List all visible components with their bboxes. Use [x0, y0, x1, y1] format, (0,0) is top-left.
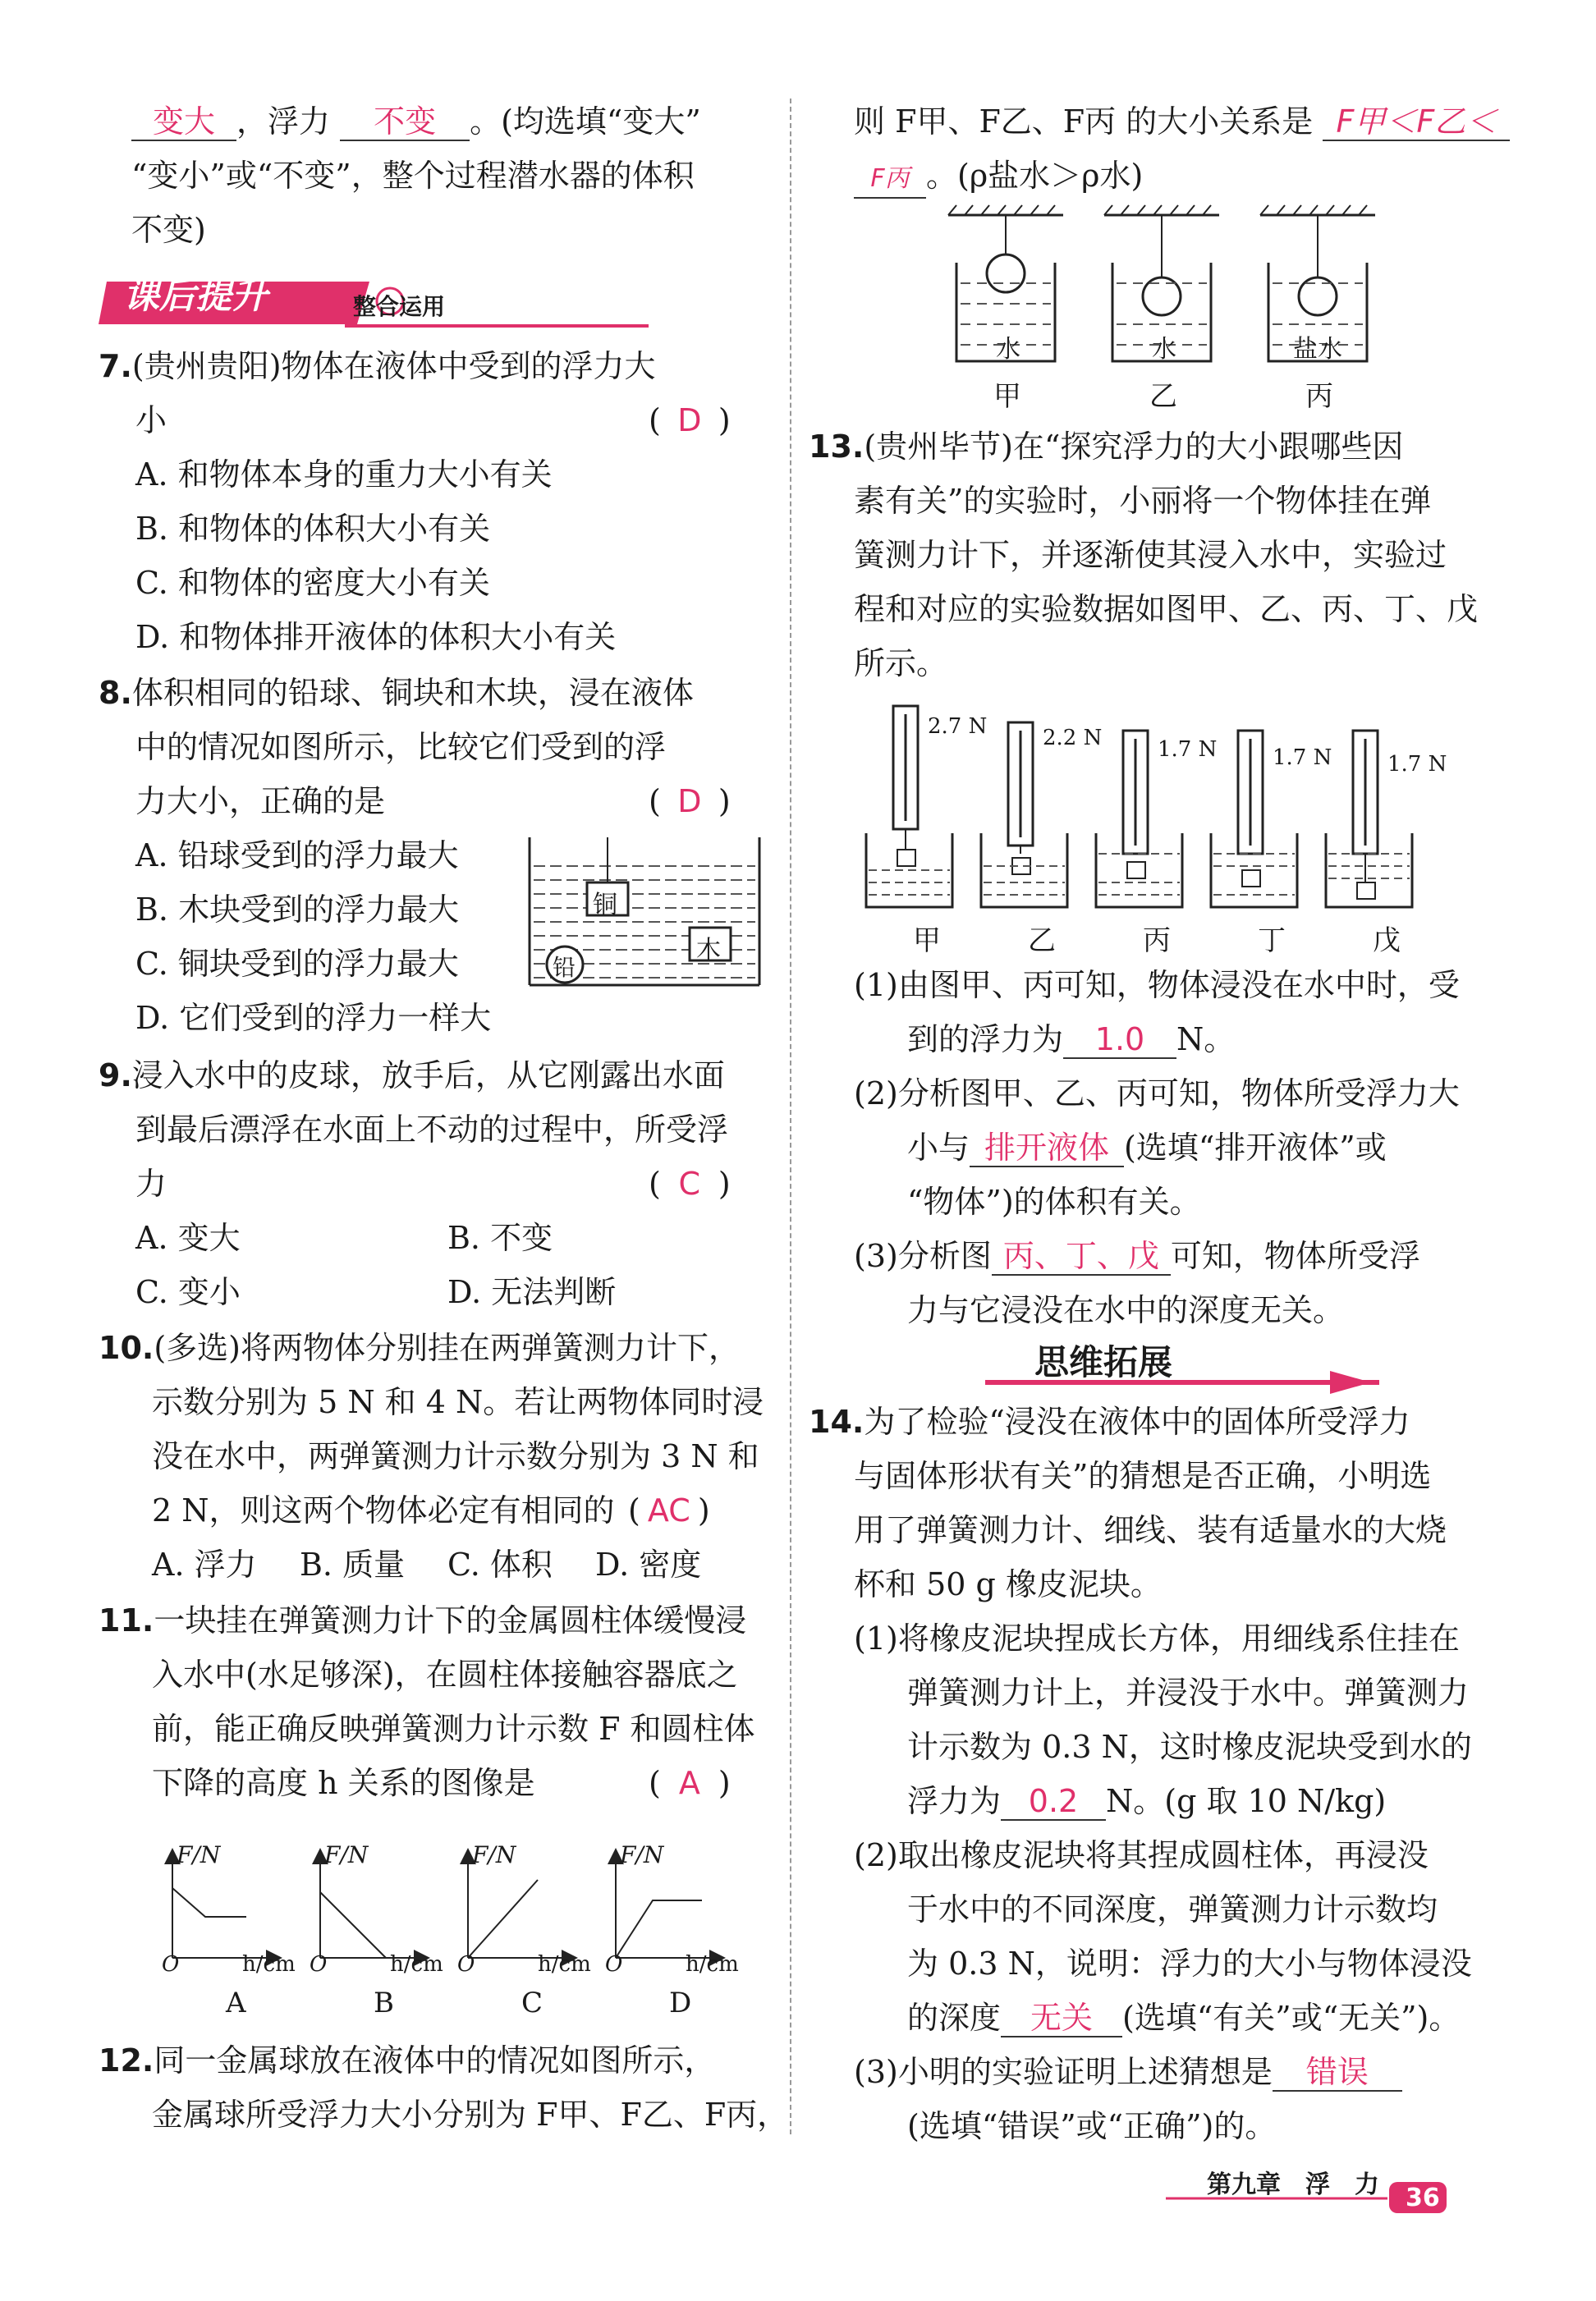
- q13-fig-name-bing: 丙: [1143, 924, 1171, 957]
- q9-option-a: A. 变大: [135, 1220, 241, 1256]
- answer-blank: 无关: [1001, 2000, 1122, 2037]
- q14-p3-b: (选填“错误”或“正确”)的。: [907, 2108, 1277, 2144]
- q14-p2-a: (2)取出橡皮泥块将其捏成圆柱体，再浸没: [854, 1837, 1429, 1873]
- graph-a-origin: O: [162, 1952, 180, 1977]
- q8-stem-2: 中的情况如图所示，比较它们受到的浮: [135, 729, 667, 765]
- q13-stem-5: 所示。: [854, 645, 948, 681]
- q13-p3-a: (3)分析图 丙、丁、戊 可知，物体所受浮: [854, 1238, 1420, 1274]
- graph-c-name: C: [521, 1987, 543, 2019]
- q9-option-b: B. 不变: [447, 1220, 553, 1256]
- answer-blank: 不变: [340, 103, 470, 141]
- q8-option-b: B. 木块受到的浮力最大: [135, 892, 460, 928]
- q10-stem-3: 没在水中，两弹簧测力计示数分别为 3 N 和: [152, 1438, 759, 1474]
- q14-p1-c: 计示数为 0.3 N，这时橡皮泥块受到水的: [907, 1729, 1472, 1765]
- q8-stem-3: 力大小，正确的是: [135, 783, 386, 819]
- q14-p2-d: 的深度 无关 (选填“有关”或“无关”)。: [907, 2000, 1461, 2036]
- q7-option-d: D. 和物体排开液体的体积大小有关: [135, 619, 617, 655]
- q12-fig-label-saltwater: 盐水: [1293, 335, 1342, 364]
- q8-stem-1: 8.体积相同的铅球、铜块和木块，浸在液体: [99, 675, 694, 711]
- q14-stem-2: 与固体形状有关”的猜想是否正确，小明选: [854, 1458, 1432, 1494]
- q11-stem-4: 下降的高度 h 关系的图像是: [152, 1765, 535, 1801]
- q10-option-d: D. 密度: [595, 1547, 702, 1583]
- q10-option-b: B. 质量: [300, 1547, 406, 1583]
- graph-c-origin: O: [457, 1952, 475, 1977]
- footer-chapter: 第九章 浮 力: [1207, 2170, 1379, 2199]
- q10-option-c: C. 体积: [447, 1547, 553, 1583]
- q13-fig-name-yi: 乙: [1028, 924, 1056, 957]
- q13-reading-yi: 2.2 N: [1043, 726, 1103, 750]
- section-title: 课后提升: [123, 275, 268, 317]
- q13-reading-bing: 1.7 N: [1158, 737, 1218, 762]
- answer-blank: 排开液体: [970, 1130, 1124, 1167]
- column-divider: [790, 99, 791, 2134]
- answer-blank: F丙: [854, 161, 926, 199]
- q14-stem-4: 杯和 50 g 橡皮泥块。: [854, 1566, 1162, 1602]
- q7-option-b: B. 和物体的体积大小有关: [135, 511, 491, 547]
- q13-p2-c: “物体”)的体积有关。: [907, 1184, 1201, 1220]
- q8-label-lead: 铅: [553, 954, 576, 981]
- q8-label-copper: 铜: [593, 891, 617, 919]
- q13-stem-2: 素有关”的实验时，小丽将一个物体挂在弹: [854, 483, 1432, 519]
- section2-title: 思维拓展: [1034, 1342, 1173, 1382]
- q14-p1-b: 弹簧测力计上，并浸没于水中。弹簧测力: [907, 1675, 1470, 1711]
- q13-stem-1: 13.(贵州毕节)在“探究浮力的大小跟哪些因: [809, 429, 1404, 465]
- q7-answer: ( D ): [649, 402, 731, 438]
- answer-blank: 1.0: [1063, 1021, 1176, 1059]
- q14-p1-a: (1)将橡皮泥块捏成长方体，用细线系住挂在: [854, 1620, 1460, 1657]
- q13-p1-b: 到的浮力为 1.0 N。: [907, 1021, 1236, 1057]
- q13-fig-name-ding: 丁: [1258, 924, 1286, 957]
- q7-stem-1: 7.(贵州贵阳)物体在液体中受到的浮力大: [99, 348, 656, 384]
- q7-option-c: C. 和物体的密度大小有关: [135, 565, 490, 601]
- intro-line-2: “变小”或“不变”，整个过程潜水器的体积: [131, 158, 695, 194]
- q13-p2-b: 小与 排开液体 (选填“排开液体”或: [907, 1130, 1387, 1166]
- q12-fig-name-bing: 丙: [1305, 380, 1333, 413]
- q13-reading-wu: 1.7 N: [1387, 752, 1447, 777]
- q8-label-wood: 木: [696, 936, 721, 965]
- graph-a-xlabel: h/cm: [242, 1952, 296, 1977]
- q13-p3-b: 力与它浸没在水中的深度无关。: [907, 1292, 1345, 1328]
- q13-stem-4: 程和对应的实验数据如图甲、乙、丙、丁、戊: [854, 591, 1479, 627]
- q12-fig-label-water-2: 水: [1152, 335, 1176, 364]
- graph-b-origin: O: [310, 1952, 328, 1977]
- q14-p2-c: 为 0.3 N，说明：浮力的大小与物体浸没: [907, 1946, 1472, 1982]
- q12-stem-2: 金属球所受浮力大小分别为 F甲、F乙、F丙，: [152, 2097, 789, 2133]
- q13-fig-name-wu: 戊: [1373, 924, 1401, 957]
- graph-b-ylabel: F/N: [324, 1841, 369, 1868]
- q8-option-d: D. 它们受到的浮力一样大: [135, 1000, 492, 1036]
- q11-answer: ( A ): [649, 1765, 731, 1801]
- q11-stem-1: 11.一块挂在弹簧测力计下的金属圆柱体缓慢浸: [99, 1602, 747, 1639]
- q10-answer: ( AC ): [628, 1492, 710, 1529]
- graph-d-name: D: [669, 1987, 692, 2019]
- q9-answer: ( C ): [649, 1166, 731, 1202]
- graph-d-origin: O: [605, 1952, 623, 1977]
- q14-p3-a: (3)小明的实验证明上述猜想是 错误: [854, 2052, 1402, 2092]
- q12-cont-line-1: 则 F甲、F乙、F丙 的大小关系是 F甲＜F乙＜: [854, 102, 1510, 141]
- q13-p2-a: (2)分析图甲、乙、丙可知，物体所受浮力大: [854, 1075, 1460, 1112]
- q8-answer: ( D ): [649, 783, 731, 819]
- q12-cont-line-2: F丙 。(ρ盐水＞ρ水): [854, 156, 1143, 199]
- q7-option-a: A. 和物体本身的重力大小有关: [135, 456, 553, 493]
- q13-reading-ding: 1.7 N: [1273, 745, 1332, 770]
- answer-blank: 变大: [131, 103, 236, 141]
- q9-stem-2: 到最后漂浮在水面上不动的过程中，所受浮: [135, 1112, 729, 1148]
- q10-stem-1: 10.(多选)将两物体分别挂在两弹簧测力计下，: [99, 1330, 740, 1366]
- q14-stem-1: 14.为了检验“浸没在液体中的固体所受浮力: [809, 1404, 1410, 1440]
- q13-stem-3: 簧测力计下，并逐渐使其浸入水中，实验过: [854, 537, 1447, 573]
- q9-option-d: D. 无法判断: [447, 1274, 617, 1310]
- q12-stem-1: 12.同一金属球放在液体中的情况如图所示，: [99, 2042, 716, 2079]
- q12-fig-name-jia: 甲: [993, 380, 1021, 413]
- q10-stem-2: 示数分别为 5 N 和 4 N。若让两物体同时浸: [152, 1384, 764, 1420]
- q9-stem-1: 9.浸入水中的皮球，放手后，从它刚露出水面: [99, 1057, 725, 1093]
- q10-stem-4: 2 N，则这两个物体必定有相同的: [152, 1492, 615, 1529]
- graph-a-ylabel: F/N: [177, 1841, 221, 1868]
- q9-option-c: C. 变小: [135, 1274, 241, 1310]
- q14-p2-b: 于水中的不同深度，弹簧测力计示数均: [907, 1891, 1438, 1927]
- q14-p1-d: 浮力为 0.2 N。(g 取 10 N/kg): [907, 1783, 1387, 1819]
- answer-blank: F甲＜F乙＜: [1323, 103, 1510, 141]
- answer-blank: 0.2: [1001, 1783, 1106, 1821]
- q11-stem-2: 入水中(水足够深)，在圆柱体接触容器底之: [152, 1657, 738, 1693]
- q8-option-a: A. 铅球受到的浮力最大: [135, 837, 459, 873]
- q10-option-a: A. 浮力: [152, 1547, 257, 1583]
- q13-p1-a: (1)由图甲、丙可知，物体浸没在水中时，受: [854, 967, 1460, 1003]
- q11-stem-3: 前，能正确反映弹簧测力计示数 F 和圆柱体: [152, 1711, 755, 1747]
- q13-fig-name-jia: 甲: [913, 924, 941, 957]
- graph-d-ylabel: F/N: [620, 1841, 664, 1868]
- q12-fig-label-water-1: 水: [996, 335, 1020, 364]
- q14-stem-3: 用了弹簧测力计、细线、装有适量水的大烧: [854, 1512, 1447, 1548]
- q8-option-c: C. 铜块受到的浮力最大: [135, 946, 459, 982]
- graph-c-xlabel: h/cm: [538, 1952, 591, 1977]
- q13-reading-jia: 2.7 N: [928, 714, 988, 739]
- answer-blank: 丙、丁、戊: [992, 1238, 1171, 1276]
- section-subtitle: 整合运用: [353, 293, 446, 320]
- q9-stem-3: 力: [135, 1166, 167, 1202]
- graph-b-name: B: [374, 1987, 394, 2019]
- intro-line-1: 变大 ，浮力 不变 。(均选填“变大”: [131, 102, 701, 141]
- page-number: 36: [1406, 2184, 1440, 2212]
- graph-a-name: A: [226, 1987, 246, 2019]
- answer-blank: 错误: [1273, 2054, 1402, 2092]
- q7-stem-2: 小: [135, 402, 167, 438]
- graph-d-xlabel: h/cm: [686, 1952, 739, 1977]
- graph-b-xlabel: h/cm: [390, 1952, 443, 1977]
- intro-line-3: 不变): [131, 212, 206, 248]
- graph-c-ylabel: F/N: [472, 1841, 516, 1868]
- q12-fig-name-yi: 乙: [1149, 380, 1177, 413]
